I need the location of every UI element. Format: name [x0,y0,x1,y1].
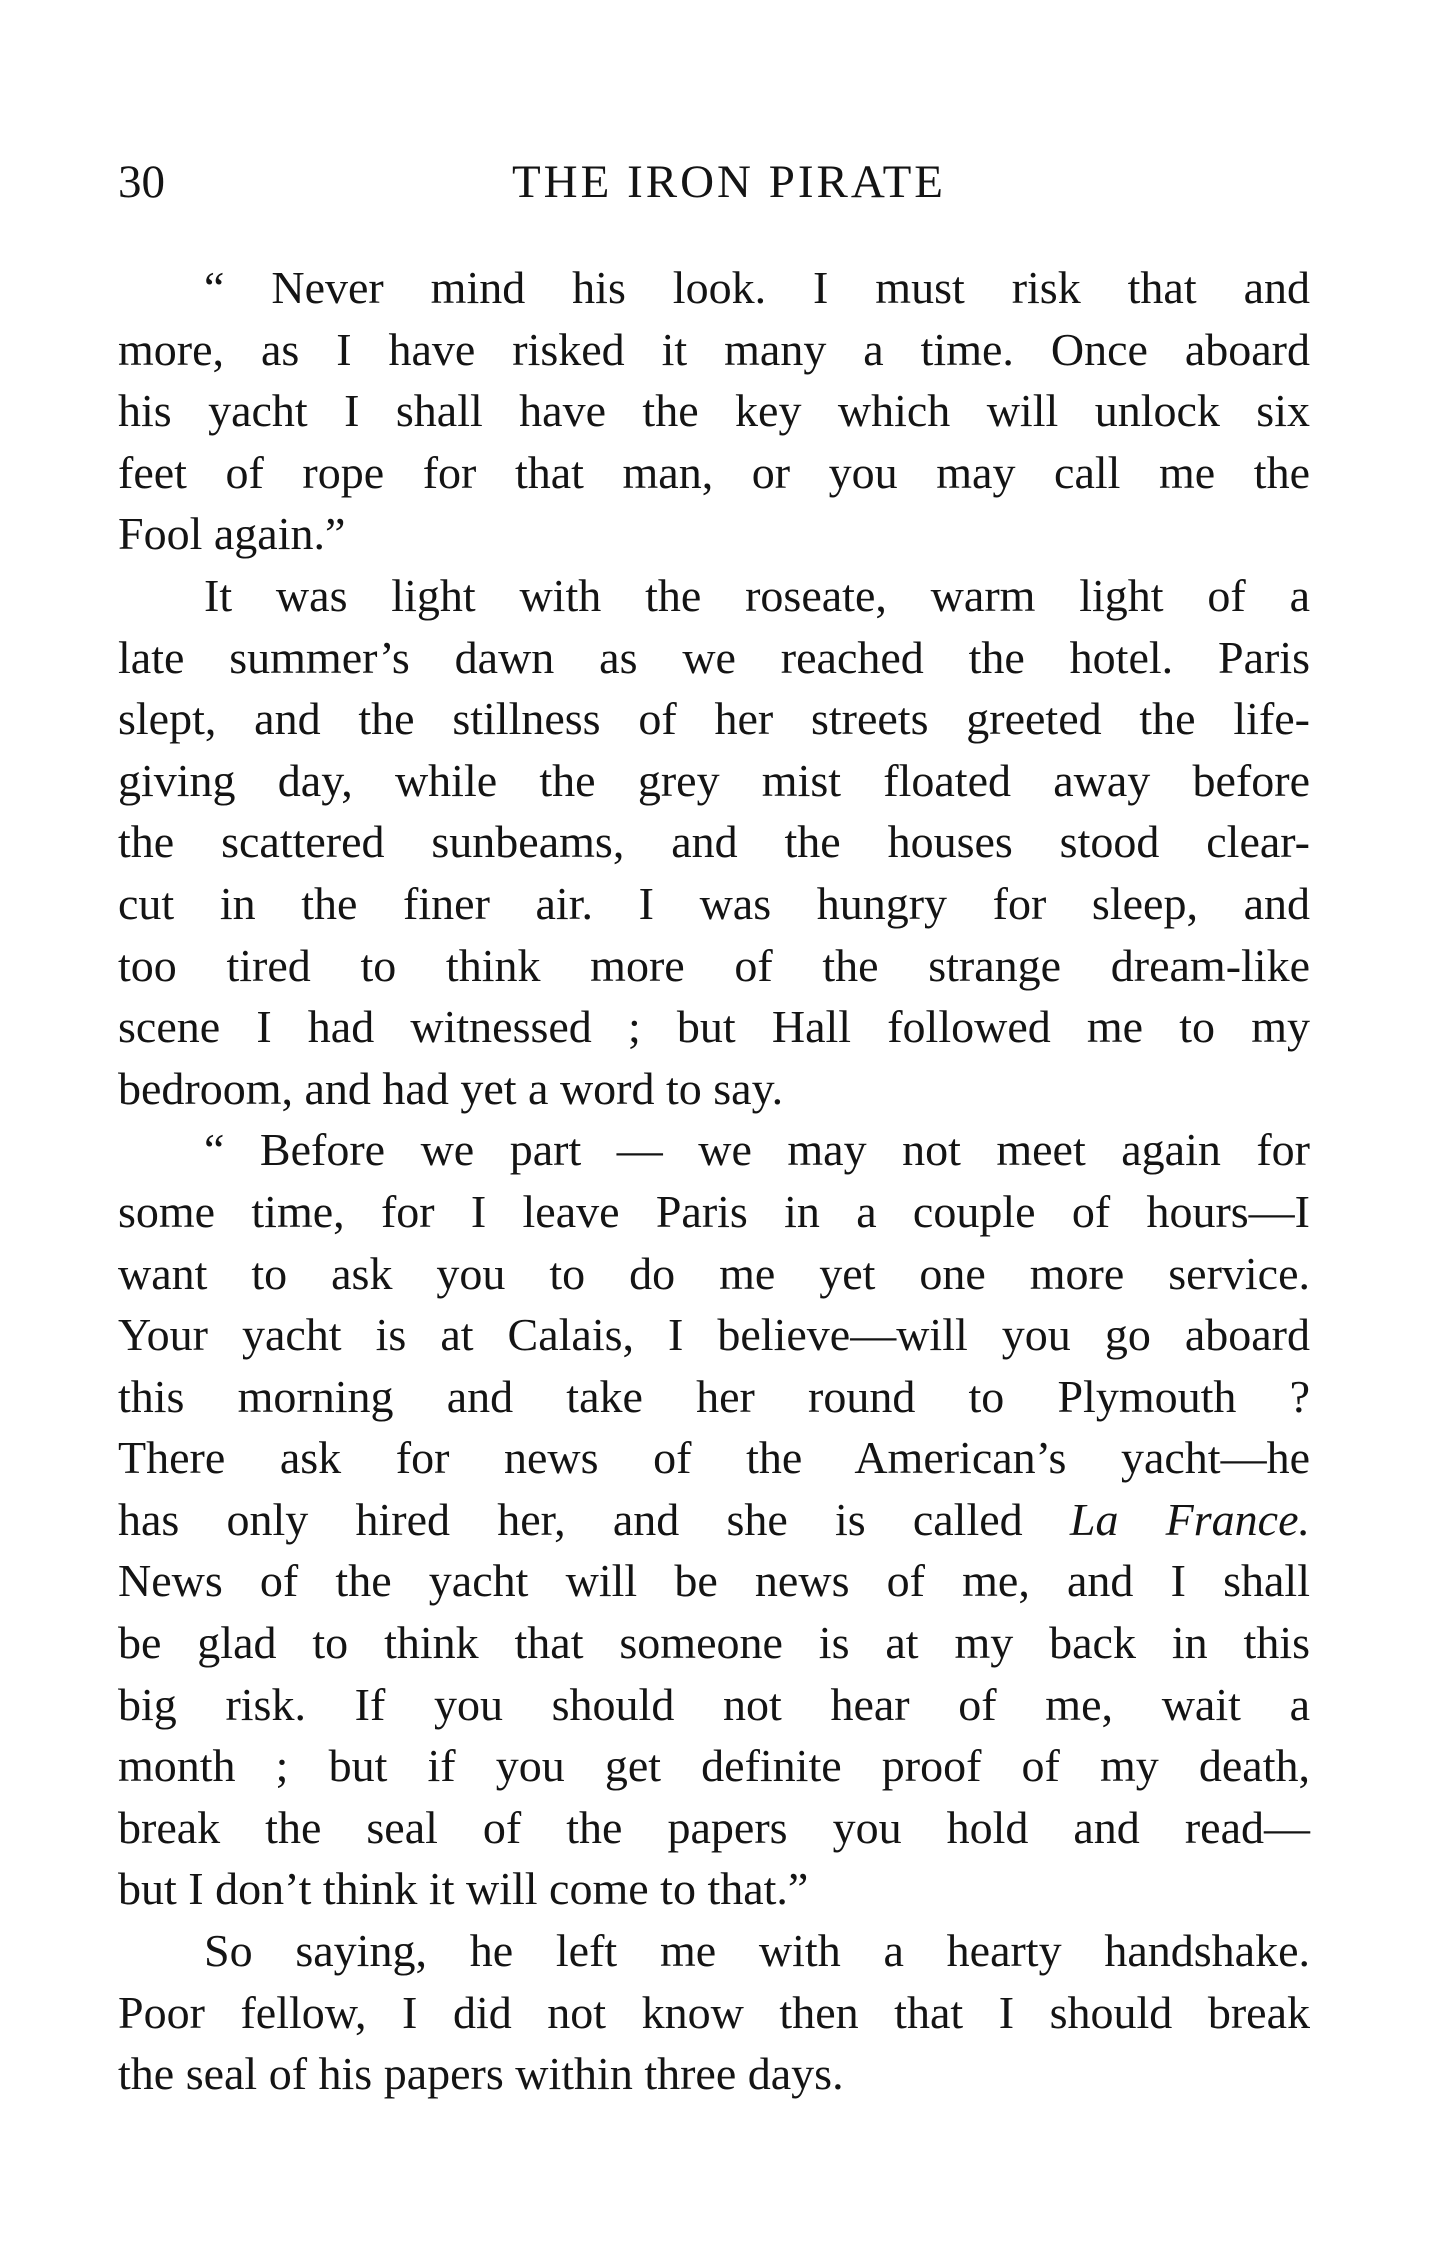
text-line: some time, for I leave Paris in a couple of hours—I [118,1185,1310,1237]
text-line: Fool again.” [118,508,346,560]
text-segment: has only hired her, and she is called [118,1493,1023,1545]
text-line: late summer’s dawn as we reached the hotel. Paris [118,631,1310,683]
page-header [118,152,1310,212]
text-line: break the seal of the papers you hold and read— [118,1801,1310,1853]
text-line: slept, and the stillness of her streets greeted the life- [118,693,1310,745]
text-line: Poor fellow, I did not know then that I should break [118,1986,1310,2038]
text-line: Your yacht is at Calais, I believe—will you go aboard [118,1309,1310,1361]
body-text [118,257,1310,2105]
text-line: News of the yacht will be news of me, and I shall [118,1555,1310,1607]
text-line: big risk. If you should not hear of me, wait a [118,1678,1310,1730]
text-line: want to ask you to do me yet one more service. [118,1247,1310,1299]
text-line: month ; but if you get definite proof of my death, [118,1740,1310,1792]
text-line: feet of rope for that man, or you may call me the [118,446,1310,498]
page-number: 30 [118,156,165,208]
text-line: cut in the finer air. I was hungry for sleep, and [118,877,1310,929]
text-line: this morning and take her round to Plymouth ? [118,1370,1310,1422]
text-line: It was light with the roseate, warm light of a [204,569,1310,621]
running-title: THE IRON PIRATE [511,156,947,208]
text-line: scene I had witnessed ; but Hall followed me to my [118,1001,1310,1053]
yacht-name: La France. [1069,1493,1310,1545]
text-line: “ Never mind his look. I must risk that and [204,262,1310,313]
text-line-with-title [118,1489,1310,1551]
text-line: too tired to think more of the strange dream-like [118,939,1310,991]
text-line: his yacht I shall have the key which will unlock six [118,385,1310,437]
text-line: So saying, he left me with a hearty handshake. [204,1925,1310,1977]
text-line: more, as I have risked it many a time. Once aboard [118,323,1310,375]
text-line: the seal of his papers within three days. [118,2048,844,2100]
text-line: There ask for news of the American’s yacht—he [118,1432,1310,1484]
text-line: giving day, while the grey mist floated away before [118,754,1310,806]
text-line: bedroom, and had yet a word to say. [118,1062,784,1114]
text-line: the scattered sunbeams, and the houses stood clear- [118,816,1310,868]
text-line: “ Before we part — we may not meet again for [204,1124,1310,1176]
text-line: be glad to think that someone is at my back in this [118,1617,1310,1669]
text-line: but I don’t think it will come to that.” [118,1863,809,1915]
